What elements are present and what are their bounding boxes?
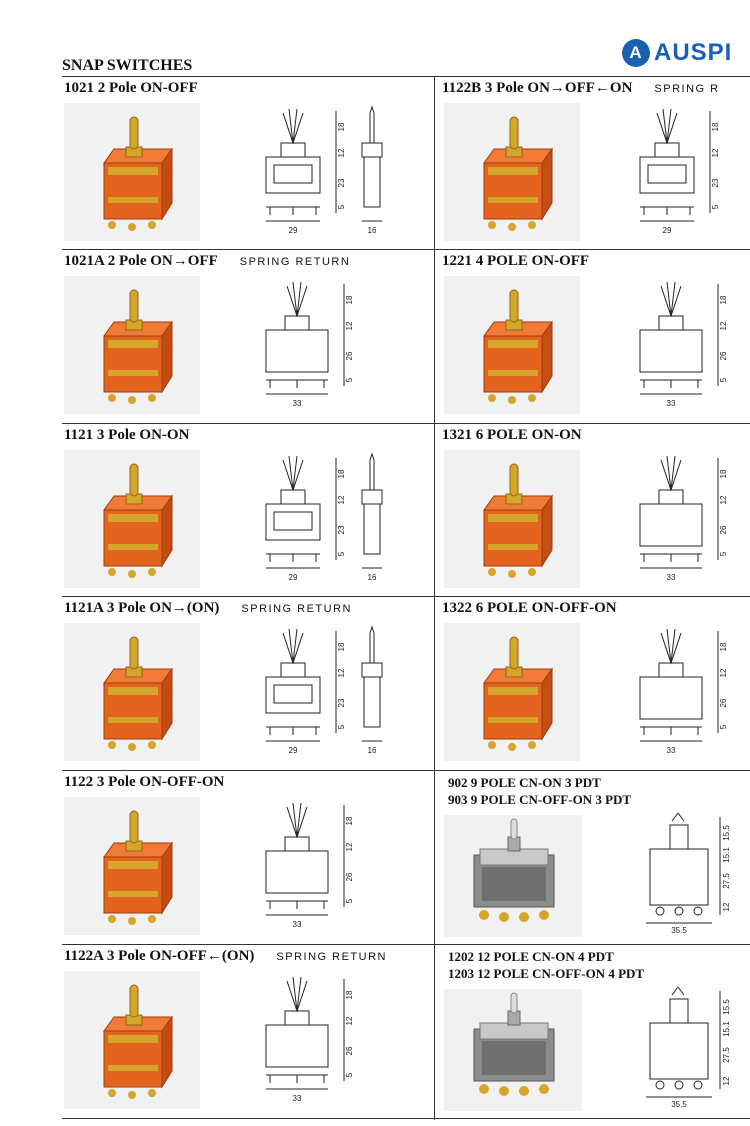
svg-text:18: 18 [345, 990, 354, 1000]
svg-text:12: 12 [345, 1016, 354, 1026]
svg-text:18: 18 [711, 122, 720, 132]
model-title-text: 1321 6 POLE ON-ON [442, 427, 582, 443]
column-divider [434, 76, 435, 1120]
model-title: 902 9 POLE CN-ON 3 PDT [448, 775, 601, 790]
dimension-drawing [632, 276, 750, 416]
spring-return-note: SPRING RETURN [239, 256, 351, 268]
switch-entry [440, 77, 750, 251]
svg-text:29: 29 [288, 226, 298, 235]
svg-text:26: 26 [719, 525, 728, 535]
switch-entry [440, 597, 750, 771]
model-title [64, 80, 220, 97]
switch-photo [444, 450, 580, 588]
model-title-text: 1122A 3 Pole ON-OFF←(ON) [64, 948, 255, 964]
svg-text:12: 12 [719, 668, 728, 678]
model-title [64, 948, 387, 965]
svg-text:15.5: 15.5 [722, 999, 731, 1015]
spring-return-note: SPRING RETURN [276, 951, 387, 963]
dimension-drawing [258, 971, 418, 1111]
svg-text:33: 33 [666, 746, 676, 755]
switch-photo [64, 623, 200, 761]
dimension-drawing [632, 450, 750, 590]
dimension-drawing [632, 811, 750, 941]
switch-entry [62, 597, 434, 771]
switch-photo [444, 103, 580, 241]
switch-entry [440, 945, 750, 1119]
dimension-drawing-icon [632, 623, 750, 763]
svg-text:26: 26 [345, 351, 354, 361]
svg-text:35.5: 35.5 [671, 926, 687, 935]
svg-text:35.5: 35.5 [671, 1100, 687, 1109]
svg-text:5: 5 [345, 898, 354, 904]
model-title [442, 600, 639, 617]
switch-photo [444, 623, 580, 761]
switch-photo-icon [64, 103, 200, 241]
model-title [442, 427, 604, 444]
dimension-drawing-icon [258, 450, 418, 590]
dimension-drawing-icon [632, 450, 750, 590]
dimension-drawing-icon [258, 797, 418, 937]
dimension-drawing-icon [632, 985, 750, 1115]
row-rule [62, 596, 750, 597]
dimension-drawing [258, 103, 418, 243]
svg-text:16: 16 [367, 746, 377, 755]
svg-text:12: 12 [337, 668, 346, 678]
svg-text:26: 26 [345, 1046, 354, 1056]
svg-text:12: 12 [719, 321, 728, 331]
switch-photo-icon [64, 797, 200, 935]
svg-text:16: 16 [367, 573, 377, 582]
svg-text:29: 29 [288, 573, 298, 582]
svg-text:18: 18 [719, 469, 728, 479]
svg-text:5: 5 [337, 724, 346, 730]
dimension-drawing-icon [632, 276, 750, 416]
dimension-drawing-icon [258, 623, 418, 763]
svg-text:23: 23 [337, 525, 346, 535]
spring-return-note: SPRING RETURN [241, 603, 352, 615]
model-title [442, 80, 720, 97]
switch-photo [64, 797, 200, 935]
svg-text:18: 18 [337, 122, 346, 132]
svg-text:26: 26 [719, 351, 728, 361]
svg-text:33: 33 [666, 573, 676, 582]
svg-text:18: 18 [719, 642, 728, 652]
dimension-drawing-icon [258, 103, 418, 243]
model-title-text: 1322 6 POLE ON-OFF-ON [442, 600, 617, 616]
svg-text:23: 23 [711, 178, 720, 188]
svg-text:26: 26 [719, 698, 728, 708]
dimension-drawing [258, 623, 418, 763]
svg-text:15.1: 15.1 [722, 1021, 731, 1037]
svg-text:15.5: 15.5 [722, 825, 731, 841]
switch-photo-icon [64, 276, 200, 414]
model-title-alt: 903 9 POLE CN-OFF-ON 3 PDT [448, 792, 632, 807]
svg-text:12: 12 [719, 495, 728, 505]
model-title-text: 1122 3 Pole ON-OFF-ON [64, 774, 225, 790]
dimension-drawing [258, 797, 418, 937]
model-title [64, 600, 352, 617]
row-rule [62, 770, 750, 771]
switch-photo-icon [444, 276, 580, 414]
svg-text:27.5: 27.5 [722, 873, 731, 889]
svg-text:5: 5 [345, 377, 354, 383]
model-title [64, 427, 211, 444]
model-title-text: 1021A 2 Pole ON→OFF [64, 253, 218, 269]
model-title-text: 1221 4 POLE ON-OFF [442, 253, 590, 269]
model-title-text: 1121 3 Pole ON-ON [64, 427, 190, 443]
switch-photo-icon [64, 971, 200, 1109]
svg-text:33: 33 [292, 920, 302, 929]
switch-entry [62, 771, 434, 945]
svg-text:12: 12 [711, 148, 720, 158]
svg-text:18: 18 [337, 642, 346, 652]
switch-entry [62, 945, 434, 1119]
svg-text:29: 29 [662, 226, 672, 235]
switch-photo [64, 450, 200, 588]
svg-text:23: 23 [337, 698, 346, 708]
switch-photo-icon [444, 450, 580, 588]
switch-entry [62, 77, 434, 251]
svg-text:5: 5 [711, 204, 720, 210]
svg-text:23: 23 [337, 178, 346, 188]
model-title [64, 253, 350, 270]
switch-photo [444, 989, 582, 1111]
switch-photo-icon [64, 450, 200, 588]
dimension-drawing-icon [632, 103, 750, 243]
dimension-drawing [632, 985, 750, 1115]
model-title [442, 253, 611, 270]
row-rule [62, 1118, 750, 1119]
model-title-text: 1121A 3 Pole ON→(ON) [64, 600, 220, 616]
svg-text:5: 5 [337, 204, 346, 210]
model-title-text: 1021 2 Pole ON-OFF [64, 80, 198, 96]
svg-text:5: 5 [719, 724, 728, 730]
svg-text:12: 12 [337, 148, 346, 158]
switch-photo-icon [444, 103, 580, 241]
switch-photo [64, 276, 200, 414]
svg-text:12: 12 [722, 902, 731, 912]
svg-text:5: 5 [337, 551, 346, 557]
switch-photo [444, 276, 580, 414]
svg-text:12: 12 [722, 1076, 731, 1086]
model-title: 1202 12 POLE CN-ON 4 PDT [448, 949, 614, 964]
svg-text:18: 18 [345, 816, 354, 826]
svg-text:16: 16 [367, 226, 377, 235]
dimension-drawing-icon [258, 971, 418, 1111]
switch-photo-icon [444, 815, 580, 945]
switch-entry [440, 250, 750, 424]
model-title-text: 1122B 3 Pole ON→OFF←ON [442, 80, 633, 96]
svg-text:18: 18 [337, 469, 346, 479]
brand-name: AUSPI [654, 39, 733, 66]
model-title-alt: 1203 12 POLE CN-OFF-ON 4 PDT [448, 966, 645, 981]
dimension-drawing [632, 103, 750, 243]
switch-photo [64, 103, 200, 241]
switch-photo-icon [444, 989, 580, 1119]
brand-logo [622, 38, 732, 68]
svg-text:33: 33 [292, 399, 302, 408]
switch-entry [62, 424, 434, 598]
svg-text:15.1: 15.1 [722, 847, 731, 863]
dimension-drawing [258, 276, 418, 416]
dimension-drawing [632, 623, 750, 763]
svg-text:29: 29 [288, 746, 298, 755]
switch-photo [444, 815, 582, 937]
svg-text:5: 5 [345, 1072, 354, 1078]
svg-text:33: 33 [292, 1094, 302, 1103]
auspi-logo-icon: A [622, 39, 650, 67]
spring-return-note: SPRING R [654, 83, 720, 95]
row-rule [62, 423, 750, 424]
switch-photo-icon [444, 623, 580, 761]
row-rule [62, 249, 750, 250]
switch-photo [64, 971, 200, 1109]
svg-text:18: 18 [345, 295, 354, 305]
svg-text:12: 12 [337, 495, 346, 505]
dimension-drawing-icon [258, 276, 418, 416]
svg-text:26: 26 [345, 872, 354, 882]
dimension-drawing-icon [632, 811, 750, 941]
switch-entry [62, 250, 434, 424]
switch-photo-icon [64, 623, 200, 761]
svg-text:5: 5 [719, 377, 728, 383]
model-title [64, 774, 246, 791]
svg-text:33: 33 [666, 399, 676, 408]
svg-text:27.5: 27.5 [722, 1047, 731, 1063]
row-rule [62, 944, 750, 945]
dimension-drawing [258, 450, 418, 590]
switch-entry [440, 771, 750, 945]
switch-entry [440, 424, 750, 598]
svg-text:18: 18 [719, 295, 728, 305]
svg-text:12: 12 [345, 842, 354, 852]
svg-text:12: 12 [345, 321, 354, 331]
section-title: SNAP SWITCHES [62, 57, 193, 74]
svg-text:5: 5 [719, 551, 728, 557]
